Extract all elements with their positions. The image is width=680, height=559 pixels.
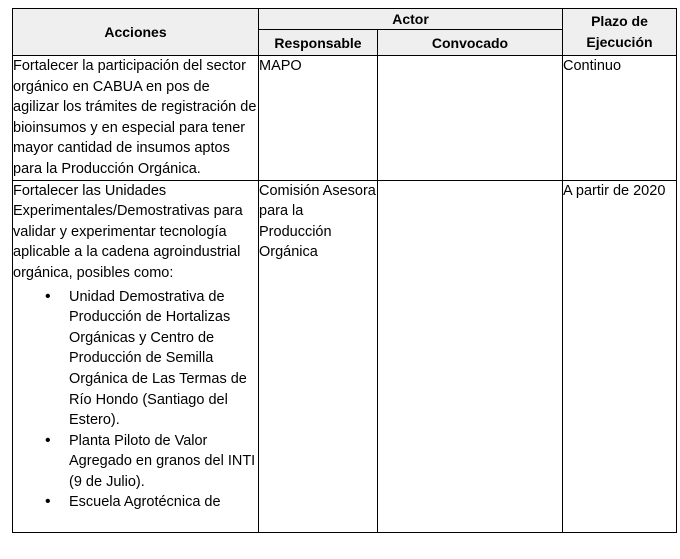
accion-text: Fortalecer las Unidades Experimentales/Demostrativas para validar y experimentar tecnología aplicable a la cadena agroindustrial orgánica, posibles como:: [13, 182, 243, 281]
cell-plazo: A partir de 2020: [563, 180, 677, 532]
header-responsable: Responsable: [259, 30, 378, 56]
table-row: [13, 56, 677, 181]
table-row: [13, 180, 677, 532]
header-actor: Actor: [259, 9, 563, 30]
cell-convocado: [378, 56, 563, 181]
table-wrapper: [12, 8, 676, 533]
header-acciones: Acciones: [13, 9, 259, 56]
cell-accion: [13, 180, 259, 532]
cell-plazo: Continuo: [563, 56, 677, 181]
bullet-item: • Planta Piloto de Valor Agregado en granos del INTI (9 de Julio).: [69, 431, 258, 493]
header-plazo-text: Plazo de Ejecución: [586, 13, 653, 50]
bullet-item: • Unidad Demostrativa de Producción de Hortalizas Orgánicas y Centro de Producción de Semilla Orgánica de Las Termas de Río Hondo (Santiago del Estero).: [69, 287, 258, 431]
cell-accion: Fortalecer la participación del sector orgánico en CABUA en pos de agilizar los trámites de registración de bioinsumos y en especial para tener mayor cantidad de insumos aptos para la Producción Orgánica.: [13, 56, 259, 181]
actions-table: [12, 8, 677, 533]
cell-responsable: Comisión Asesora para la Producción Orgánica: [259, 180, 378, 532]
bullet-list: [13, 287, 258, 514]
header-convocado: Convocado: [378, 30, 563, 56]
header-plazo: [563, 9, 677, 56]
cell-convocado: [378, 180, 563, 532]
bullet-item: • Escuela Agrotécnica de: [69, 492, 258, 513]
cell-responsable: MAPO: [259, 56, 378, 181]
